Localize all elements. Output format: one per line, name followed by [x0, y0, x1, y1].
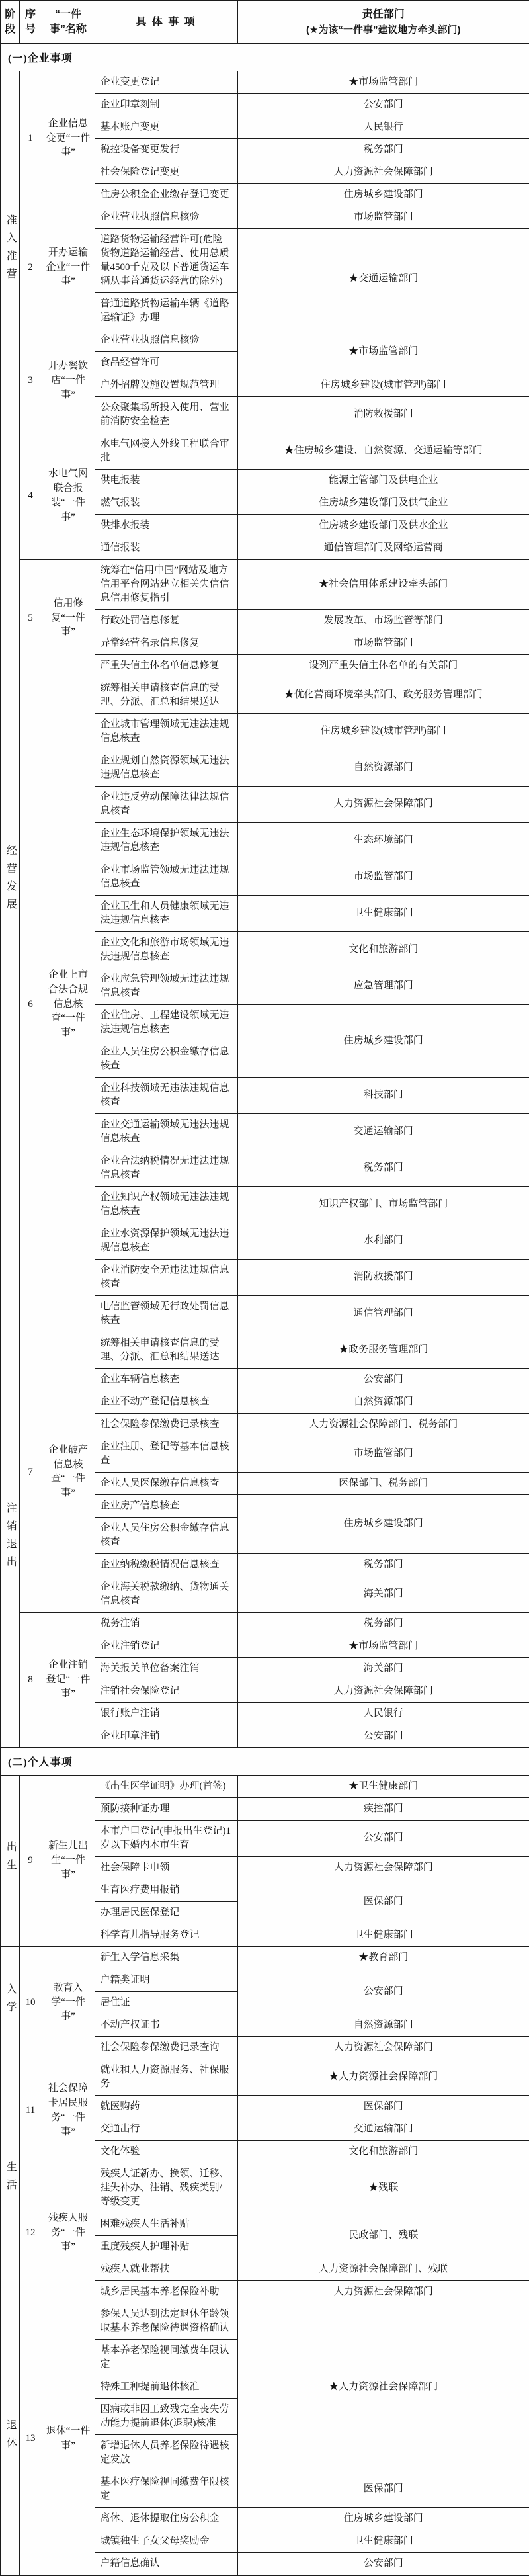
dept-cell: ★交通运输部门 [237, 228, 529, 329]
item-cell: 供排水报装 [95, 514, 237, 537]
item-cell: 税务注销 [95, 1612, 237, 1635]
item-cell: 税控设备变更发行 [95, 138, 237, 161]
dept-cell: 公安部门 [237, 1820, 529, 1856]
item-cell: 水电气网接入外线工程联合审批 [95, 433, 237, 469]
column-header-name: “一件事”名称 [42, 1, 95, 43]
dept-cell: 卫生健康部门 [237, 1924, 529, 1946]
dept-cell: 医保部门 [237, 2471, 529, 2507]
one-thing-name: 企业信息变更“一件事” [42, 71, 95, 206]
row-number: 4 [19, 433, 42, 559]
dept-cell: 设列严重失信主体名单的有关部门 [237, 654, 529, 677]
item-cell: 企业科技领域无违法违规信息核查 [95, 1077, 237, 1113]
dept-cell: ★卫生健康部门 [237, 1775, 529, 1797]
item-cell: 企业知识产权领域无违法违规信息核查 [95, 1186, 237, 1223]
item-cell: 企业人员医保缴存信息核查 [95, 1472, 237, 1494]
dept-cell: 税务部门 [237, 138, 529, 161]
column-header-items: 具 体 事 项 [95, 1, 237, 43]
item-cell: 企业印章注销 [95, 1725, 237, 1747]
item-cell: 社会保险参保缴费记录核查 [95, 1413, 237, 1436]
item-cell: 预防接种证办理 [95, 1797, 237, 1820]
item-cell: 本市户口登记(申报出生登记)1岁以下婚内本市生育 [95, 1820, 237, 1856]
item-cell: 《出生医学证明》办理(首签) [95, 1775, 237, 1797]
dept-cell: 人力资源社会保障部门 [237, 1680, 529, 1702]
department-header-title: 责任部门 [362, 9, 405, 20]
dept-cell: 生态环境部门 [237, 822, 529, 859]
dept-cell: 水利部门 [237, 1223, 529, 1259]
row-number: 13 [19, 2303, 42, 2575]
stage-cell [1, 433, 19, 1332]
item-cell: 新增退休人员养老保险待遇核定发放 [95, 2434, 237, 2471]
stage-label: 注销退出 [5, 1502, 17, 1574]
stage-cell [1, 1775, 19, 1946]
item-cell: 企业不动产登记信息核查 [95, 1391, 237, 1413]
dept-cell: 公安部门 [237, 93, 529, 116]
item-cell: 城乡居民基本养老保险补助 [95, 2280, 237, 2303]
table-row [1, 1775, 529, 1797]
item-cell: 社会保障卡申领 [95, 1856, 237, 1879]
row-number: 10 [19, 1946, 42, 2059]
dept-cell: 住房城乡建设部门及供气企业 [237, 492, 529, 514]
row-number: 11 [19, 2059, 42, 2163]
dept-cell: 税务部门 [237, 1553, 529, 1576]
dept-cell: ★人力资源社会保障部门 [237, 2303, 529, 2471]
one-thing-name: 残疾人服务“一件事” [42, 2163, 95, 2303]
dept-cell: 交通运输部门 [237, 2118, 529, 2140]
dept-cell: 住房城乡建设部门 [237, 183, 529, 206]
item-cell: 企业印章刻制 [95, 93, 237, 116]
dept-cell: ★残联 [237, 2163, 529, 2213]
item-cell: 户外招牌设施设置规范管理 [95, 374, 237, 396]
item-cell: 交通出行 [95, 2118, 237, 2140]
dept-cell: 通信管理部门及网络运营商 [237, 537, 529, 559]
row-number: 7 [19, 1332, 42, 1612]
dept-cell: 通信管理部门 [237, 1295, 529, 1332]
dept-cell: 人力资源社会保障部门 [237, 2036, 529, 2059]
item-cell: 社会保险参保缴费记录查询 [95, 2036, 237, 2059]
item-cell: 供电报装 [95, 469, 237, 492]
item-cell: 通信报装 [95, 537, 237, 559]
item-cell: 企业文化和旅游市场领域无违法违规信息核查 [95, 931, 237, 968]
dept-cell: 人民银行 [237, 116, 529, 138]
dept-cell: 公安部门 [237, 2552, 529, 2575]
dept-cell: 医保部门 [237, 1879, 529, 1924]
dept-cell: 卫生健康部门 [237, 2530, 529, 2552]
item-cell: 严重失信主体名单信息修复 [95, 654, 237, 677]
item-cell: 不动产权证书 [95, 2014, 237, 2036]
item-cell: 道路货物运输经营许可(危险货物道路运输经营、使用总质量4500千克及以下普通货运车辆从事普通货运经营的除外) [95, 228, 237, 292]
item-cell: 企业水资源保护领域无违法违规信息核查 [95, 1223, 237, 1259]
dept-cell: 科技部门 [237, 1077, 529, 1113]
dept-cell: 消防救援部门 [237, 1259, 529, 1295]
table-row [1, 559, 529, 609]
dept-cell: ★市场监管部门 [237, 1635, 529, 1657]
dept-cell: 知识产权部门、市场监管部门 [237, 1186, 529, 1223]
item-cell: 注销社会保险登记 [95, 1680, 237, 1702]
dept-cell: 自然资源部门 [237, 2014, 529, 2036]
item-cell: 社会保险登记变更 [95, 161, 237, 183]
table-row [1, 433, 529, 469]
item-cell: 企业生态环境保护领域无违法违规信息核查 [95, 822, 237, 859]
item-cell: 重度残疾人护理补贴 [95, 2235, 237, 2258]
stage-cell [1, 1946, 19, 2059]
section-title: (二)个人事项 [1, 1747, 529, 1775]
dept-cell: ★市场监管部门 [237, 71, 529, 93]
dept-cell: 自然资源部门 [237, 1391, 529, 1413]
stage-label: 入学 [5, 1983, 17, 2019]
table-row [1, 1612, 529, 1635]
stage-cell [1, 2303, 19, 2575]
item-cell: 统筹在“信用中国”网站及地方信用平台网站建立相关失信信息信用修复指引 [95, 559, 237, 609]
item-cell: 住房公积金企业缴存登记变更 [95, 183, 237, 206]
table-row [1, 1332, 529, 1368]
one-thing-name: 教育入学“一件事” [42, 1946, 95, 2059]
dept-cell: 海关部门 [237, 1657, 529, 1680]
item-cell: 企业卫生和人员健康领域无违法违规信息核查 [95, 895, 237, 931]
dept-cell: 住房城乡建设部门 [237, 2507, 529, 2530]
stage-label: 出生 [5, 1841, 17, 1877]
item-cell: 企业规划自然资源领域无违法违规信息核查 [95, 750, 237, 786]
item-cell: 参保人员达到法定退休年龄领取基本养老保险待遇资格确认 [95, 2303, 237, 2339]
item-cell: 基本养老保险视同缴费年限认定 [95, 2339, 237, 2376]
dept-cell: 人力资源社会保障部门、残联 [237, 2258, 529, 2280]
item-cell: 企业城市管理领域无违法违规信息核查 [95, 713, 237, 750]
item-cell: 企业住房、工程建设领域无违法违规信息核查 [95, 1004, 237, 1041]
one-thing-name: 水电气网联合报装“一件事” [42, 433, 95, 559]
row-number: 5 [19, 559, 42, 677]
dept-cell: 交通运输部门 [237, 1113, 529, 1150]
dept-cell: ★社会信用体系建设牵头部门 [237, 559, 529, 609]
dept-cell: 医保部门、税务部门 [237, 1472, 529, 1494]
dept-cell: 住房城乡建设部门 [237, 1004, 529, 1077]
dept-cell: 住房城乡建设部门及供水企业 [237, 514, 529, 537]
one-thing-name: 开办运输企业“一件事” [42, 206, 95, 329]
dept-cell: ★人力资源社会保障部门 [237, 2059, 529, 2095]
item-cell: 普通道路货物运输车辆《道路运输证》办理 [95, 292, 237, 329]
section-header-row [1, 1747, 529, 1775]
one-thing-name: 企业注销登记“一件事” [42, 1612, 95, 1747]
one-thing-name: 退休“一件事” [42, 2303, 95, 2575]
dept-cell: 民政部门、残联 [237, 2213, 529, 2258]
table-row [1, 71, 529, 93]
dept-cell: 应急管理部门 [237, 968, 529, 1004]
stage-cell [1, 1332, 19, 1747]
table-row [1, 329, 529, 351]
dept-cell: ★政务服务管理部门 [237, 1332, 529, 1368]
row-number: 3 [19, 329, 42, 433]
item-cell: 企业消防安全无违法违规信息核查 [95, 1259, 237, 1295]
section-title: (一)企业事项 [1, 43, 529, 71]
table-row [1, 206, 529, 228]
table-body [1, 43, 529, 2575]
row-number: 8 [19, 1612, 42, 1747]
item-cell: 基本账户变更 [95, 116, 237, 138]
dept-cell: 能源主管部门及供电企业 [237, 469, 529, 492]
item-cell: 离休、退休提取住房公积金 [95, 2507, 237, 2530]
one-thing-name: 开办餐饮店“一件事” [42, 329, 95, 433]
dept-cell: ★优化营商环境牵头部门、政务服务管理部门 [237, 677, 529, 713]
dept-cell: 人力资源社会保障部门 [237, 2280, 529, 2303]
item-cell: 公众聚集场所投入使用、营业前消防安全检查 [95, 396, 237, 433]
dept-cell: 公安部门 [237, 1725, 529, 1747]
dept-cell: 市场监管部门 [237, 632, 529, 654]
dept-cell: 市场监管部门 [237, 1436, 529, 1472]
item-cell: 企业交通运输领域无违法违规信息核查 [95, 1113, 237, 1150]
item-cell: 企业人员住房公积金缴存信息核查 [95, 1517, 237, 1553]
item-cell: 科学育儿指导服务登记 [95, 1924, 237, 1946]
item-cell: 企业市场监管领域无违法违规信息核查 [95, 859, 237, 895]
dept-cell: 医保部门 [237, 2095, 529, 2118]
item-cell: 残疾人就业帮扶 [95, 2258, 237, 2280]
dept-cell: 自然资源部门 [237, 750, 529, 786]
item-cell: 异常经营名录信息修复 [95, 632, 237, 654]
column-header-department [237, 1, 529, 43]
item-cell: 电信监管领域无行政处罚信息核查 [95, 1295, 237, 1332]
dept-cell: 人力资源社会保障部门 [237, 161, 529, 183]
stage-label: 准入准营 [5, 214, 17, 286]
dept-cell: 税务部门 [237, 1150, 529, 1186]
dept-cell: 公安部门 [237, 1969, 529, 2014]
dept-cell: 文化和旅游部门 [237, 931, 529, 968]
table-row [1, 2303, 529, 2339]
item-cell: 企业纳税缴税情况信息核查 [95, 1553, 237, 1576]
item-cell: 银行账户注销 [95, 1702, 237, 1725]
item-cell: 企业注销登记 [95, 1635, 237, 1657]
row-number: 6 [19, 677, 42, 1332]
item-cell: 文化体验 [95, 2140, 237, 2163]
item-cell: 基本医疗保险视同缴费年限核定 [95, 2471, 237, 2507]
item-cell: 户籍类证明 [95, 1969, 237, 1991]
header-row [1, 1, 529, 43]
table-row [1, 1946, 529, 1969]
stage-label: 生活 [5, 2161, 17, 2198]
dept-cell: 文化和旅游部门 [237, 2140, 529, 2163]
item-cell: 食品经营许可 [95, 351, 237, 374]
item-cell: 就医购药 [95, 2095, 237, 2118]
dept-cell: 公安部门 [237, 1368, 529, 1391]
stage-cell [1, 2059, 19, 2303]
item-cell: 统筹相关申请核查信息的受理、分派、汇总和结果送达 [95, 677, 237, 713]
table-row [1, 2163, 529, 2213]
item-cell: 企业营业执照信息核验 [95, 329, 237, 351]
item-cell: 企业注册、登记等基本信息核查 [95, 1436, 237, 1472]
item-cell: 生育医疗费用报销 [95, 1879, 237, 1901]
section-header-row [1, 43, 529, 71]
table-row [1, 2059, 529, 2095]
item-cell: 城镇独生子女父母奖励金 [95, 2530, 237, 2552]
item-cell: 海关报关单位备案注销 [95, 1657, 237, 1680]
item-cell: 企业合法纳税情况无违法违规信息核查 [95, 1150, 237, 1186]
item-cell: 残疾人证新办、换领、迁移、挂失补办、注销、残疾类别/等级变更 [95, 2163, 237, 2213]
item-cell: 企业变更登记 [95, 71, 237, 93]
item-cell: 特殊工种提前退休核准 [95, 2376, 237, 2398]
one-thing-name: 社会保障卡居民服务“一件事” [42, 2059, 95, 2163]
item-cell: 困难残疾人生活补贴 [95, 2213, 237, 2235]
item-cell: 企业海关税款缴纳、货物通关信息核查 [95, 1576, 237, 1612]
item-cell: 企业营业执照信息核验 [95, 206, 237, 228]
dept-cell: 住房城乡建设(城市管理)部门 [237, 713, 529, 750]
dept-cell: 人民银行 [237, 1702, 529, 1725]
dept-cell: 市场监管部门 [237, 206, 529, 228]
row-number: 1 [19, 71, 42, 206]
dept-cell: 卫生健康部门 [237, 895, 529, 931]
item-cell: 办理居民医保登记 [95, 1901, 237, 1924]
row-number: 9 [19, 1775, 42, 1946]
item-cell: 居住证 [95, 1991, 237, 2014]
item-cell: 统筹相关申请核查信息的受理、分派、汇总和结果送达 [95, 1332, 237, 1368]
dept-cell: ★教育部门 [237, 1946, 529, 1969]
dept-cell: 人力资源社会保障部门 [237, 1856, 529, 1879]
dept-cell: 住房城乡建设部门 [237, 1494, 529, 1553]
dept-cell: 发展改革、市场监管等部门 [237, 609, 529, 632]
one-thing-name: 企业破产信息核查“一件事” [42, 1332, 95, 1612]
one-thing-name: 企业上市合法合规信息核查“一件事” [42, 677, 95, 1332]
dept-cell: ★市场监管部门 [237, 329, 529, 374]
dept-cell: ★住房城乡建设、自然资源、交通运输等部门 [237, 433, 529, 469]
dept-cell: 市场监管部门 [237, 859, 529, 895]
dept-cell: 住房城乡建设(城市管理)部门 [237, 374, 529, 396]
dept-cell: 疾控部门 [237, 1797, 529, 1820]
dept-cell: 人力资源社会保障部门 [237, 786, 529, 822]
dept-cell: 税务部门 [237, 1612, 529, 1635]
item-cell: 因病或非因工致残完全丧失劳动能力提前退休(退职)核准 [95, 2398, 237, 2434]
one-thing-name: 信用修复“一件事” [42, 559, 95, 677]
item-cell: 就业和人力资源服务、社保服务 [95, 2059, 237, 2095]
dept-cell: 人力资源社会保障部门、税务部门 [237, 1413, 529, 1436]
table-row [1, 677, 529, 713]
item-cell: 新生入学信息采集 [95, 1946, 237, 1969]
item-cell: 户籍信息确认 [95, 2552, 237, 2575]
department-header-note: (★为该“一件事”建议地方牵头部门) [306, 24, 461, 36]
item-cell: 企业违反劳动保障法律法规信息核查 [95, 786, 237, 822]
one-thing-name: 新生儿出生“一件事” [42, 1775, 95, 1946]
item-cell: 行政处罚信息修复 [95, 609, 237, 632]
column-header-number: 序号 [19, 1, 42, 43]
row-number: 2 [19, 206, 42, 329]
dept-cell: 消防救援部门 [237, 396, 529, 433]
item-cell: 燃气报装 [95, 492, 237, 514]
item-cell: 企业人员住房公积金缴存信息核查 [95, 1041, 237, 1077]
item-cell: 企业应急管理领域无违法违规信息核查 [95, 968, 237, 1004]
row-number: 12 [19, 2163, 42, 2303]
item-cell: 企业车辆信息核查 [95, 1368, 237, 1391]
dept-cell: 海关部门 [237, 1576, 529, 1612]
item-cell: 企业房产信息核查 [95, 1494, 237, 1517]
stage-cell [1, 71, 19, 433]
column-header-stage: 阶段 [1, 1, 19, 43]
stage-label: 退休 [5, 2419, 17, 2456]
stage-label: 经营发展 [5, 845, 17, 917]
